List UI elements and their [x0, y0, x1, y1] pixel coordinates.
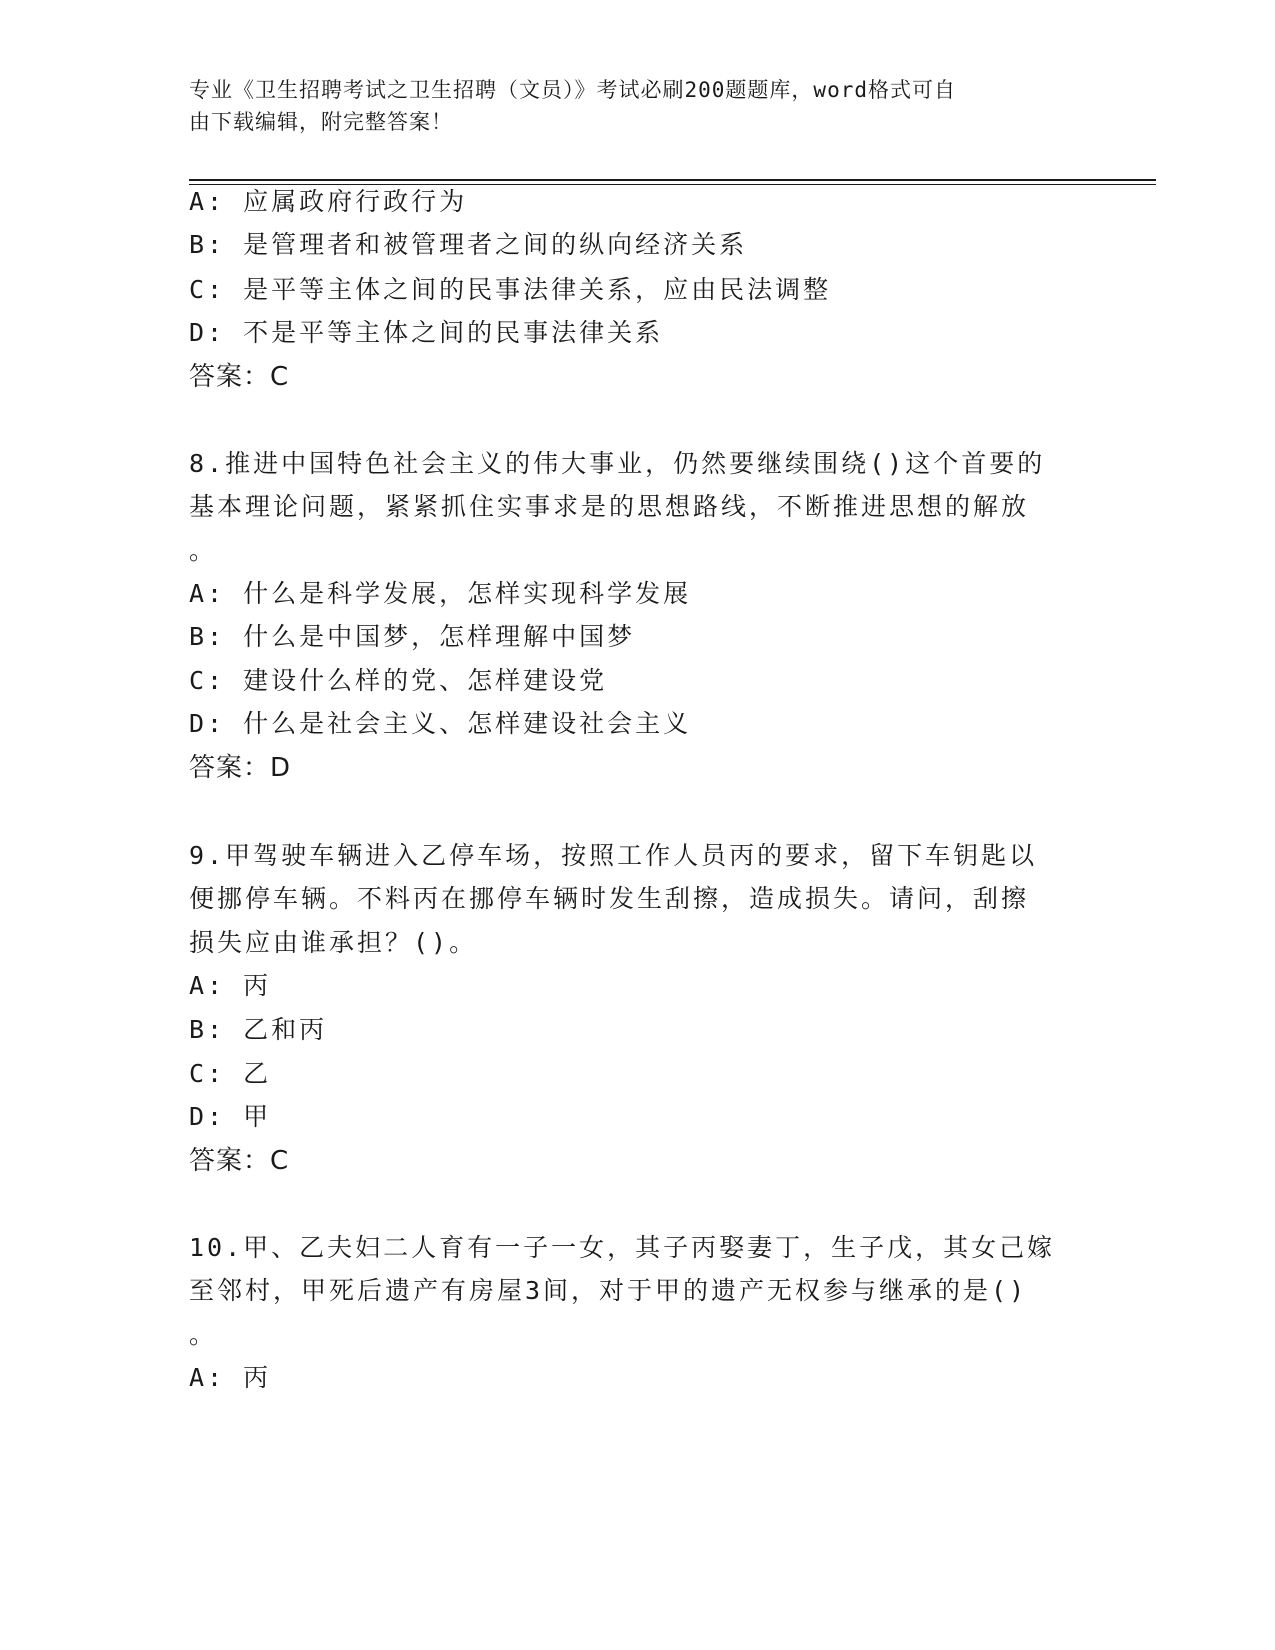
q7-option-b: B: 是管理者和被管理者之间的纵向经济关系: [189, 230, 748, 259]
q8-stem-line-1: 8.推进中国特色社会主义的伟大事业，仍然要继续围绕()这个首要的: [189, 449, 1046, 478]
q7-option-a: A: 应属政府行政行为: [189, 187, 468, 216]
q9-option-c: C: 乙: [189, 1059, 272, 1088]
q8-option-b: B: 什么是中国梦，怎样理解中国梦: [189, 622, 636, 651]
q7-answer: 答案：C: [189, 362, 290, 392]
header-divider-thin: [189, 184, 1156, 185]
q9-option-d: D: 甲: [189, 1102, 272, 1131]
q8-stem-line-2: 基本理论问题，紧紧抓住实事求是的思想路线，不断推进思想的解放: [189, 492, 1030, 521]
q8-answer: 答案：D: [189, 753, 292, 783]
header-line-1: 专业《卫生招聘考试之卫生招聘（文员）》考试必刷200题题库，word格式可自: [189, 78, 956, 102]
header-divider-thick: [189, 179, 1156, 181]
q9-stem-line-2: 便挪停车辆。不料丙在挪停车辆时发生刮擦，造成损失。请问，刮擦: [189, 884, 1030, 913]
header-line-2: 由下载编辑，附完整答案！: [189, 110, 453, 134]
q10-stem-line-3: 。: [189, 1320, 218, 1349]
q10-stem-line-2: 至邻村，甲死后遗产有房屋3间，对于甲的遗产无权参与继承的是(): [189, 1276, 1028, 1305]
q9-option-a: A: 丙: [189, 971, 272, 1000]
q8-stem-line-3: 。: [189, 536, 218, 565]
q9-stem-line-3: 损失应由谁承担？()。: [189, 928, 478, 957]
q8-option-c: C: 建设什么样的党、怎样建设党: [189, 666, 608, 695]
q9-answer: 答案：C: [189, 1146, 290, 1176]
q7-option-d: D: 不是平等主体之间的民事法律关系: [189, 318, 664, 347]
q10-option-a: A: 丙: [189, 1363, 272, 1392]
q9-option-b: B: 乙和丙: [189, 1015, 328, 1044]
document-header: [189, 74, 1089, 138]
q10-stem-line-1: 10.甲、乙夫妇二人育有一子一女，其子丙娶妻丁，生子戊，其女己嫁: [189, 1233, 1056, 1262]
q9-stem-line-1: 9.甲驾驶车辆进入乙停车场，按照工作人员丙的要求，留下车钥匙以: [189, 841, 1038, 870]
q8-option-a: A: 什么是科学发展，怎样实现科学发展: [189, 579, 692, 608]
q8-option-d: D: 什么是社会主义、怎样建设社会主义: [189, 709, 692, 738]
q7-option-c: C: 是平等主体之间的民事法律关系，应由民法调整: [189, 275, 832, 304]
